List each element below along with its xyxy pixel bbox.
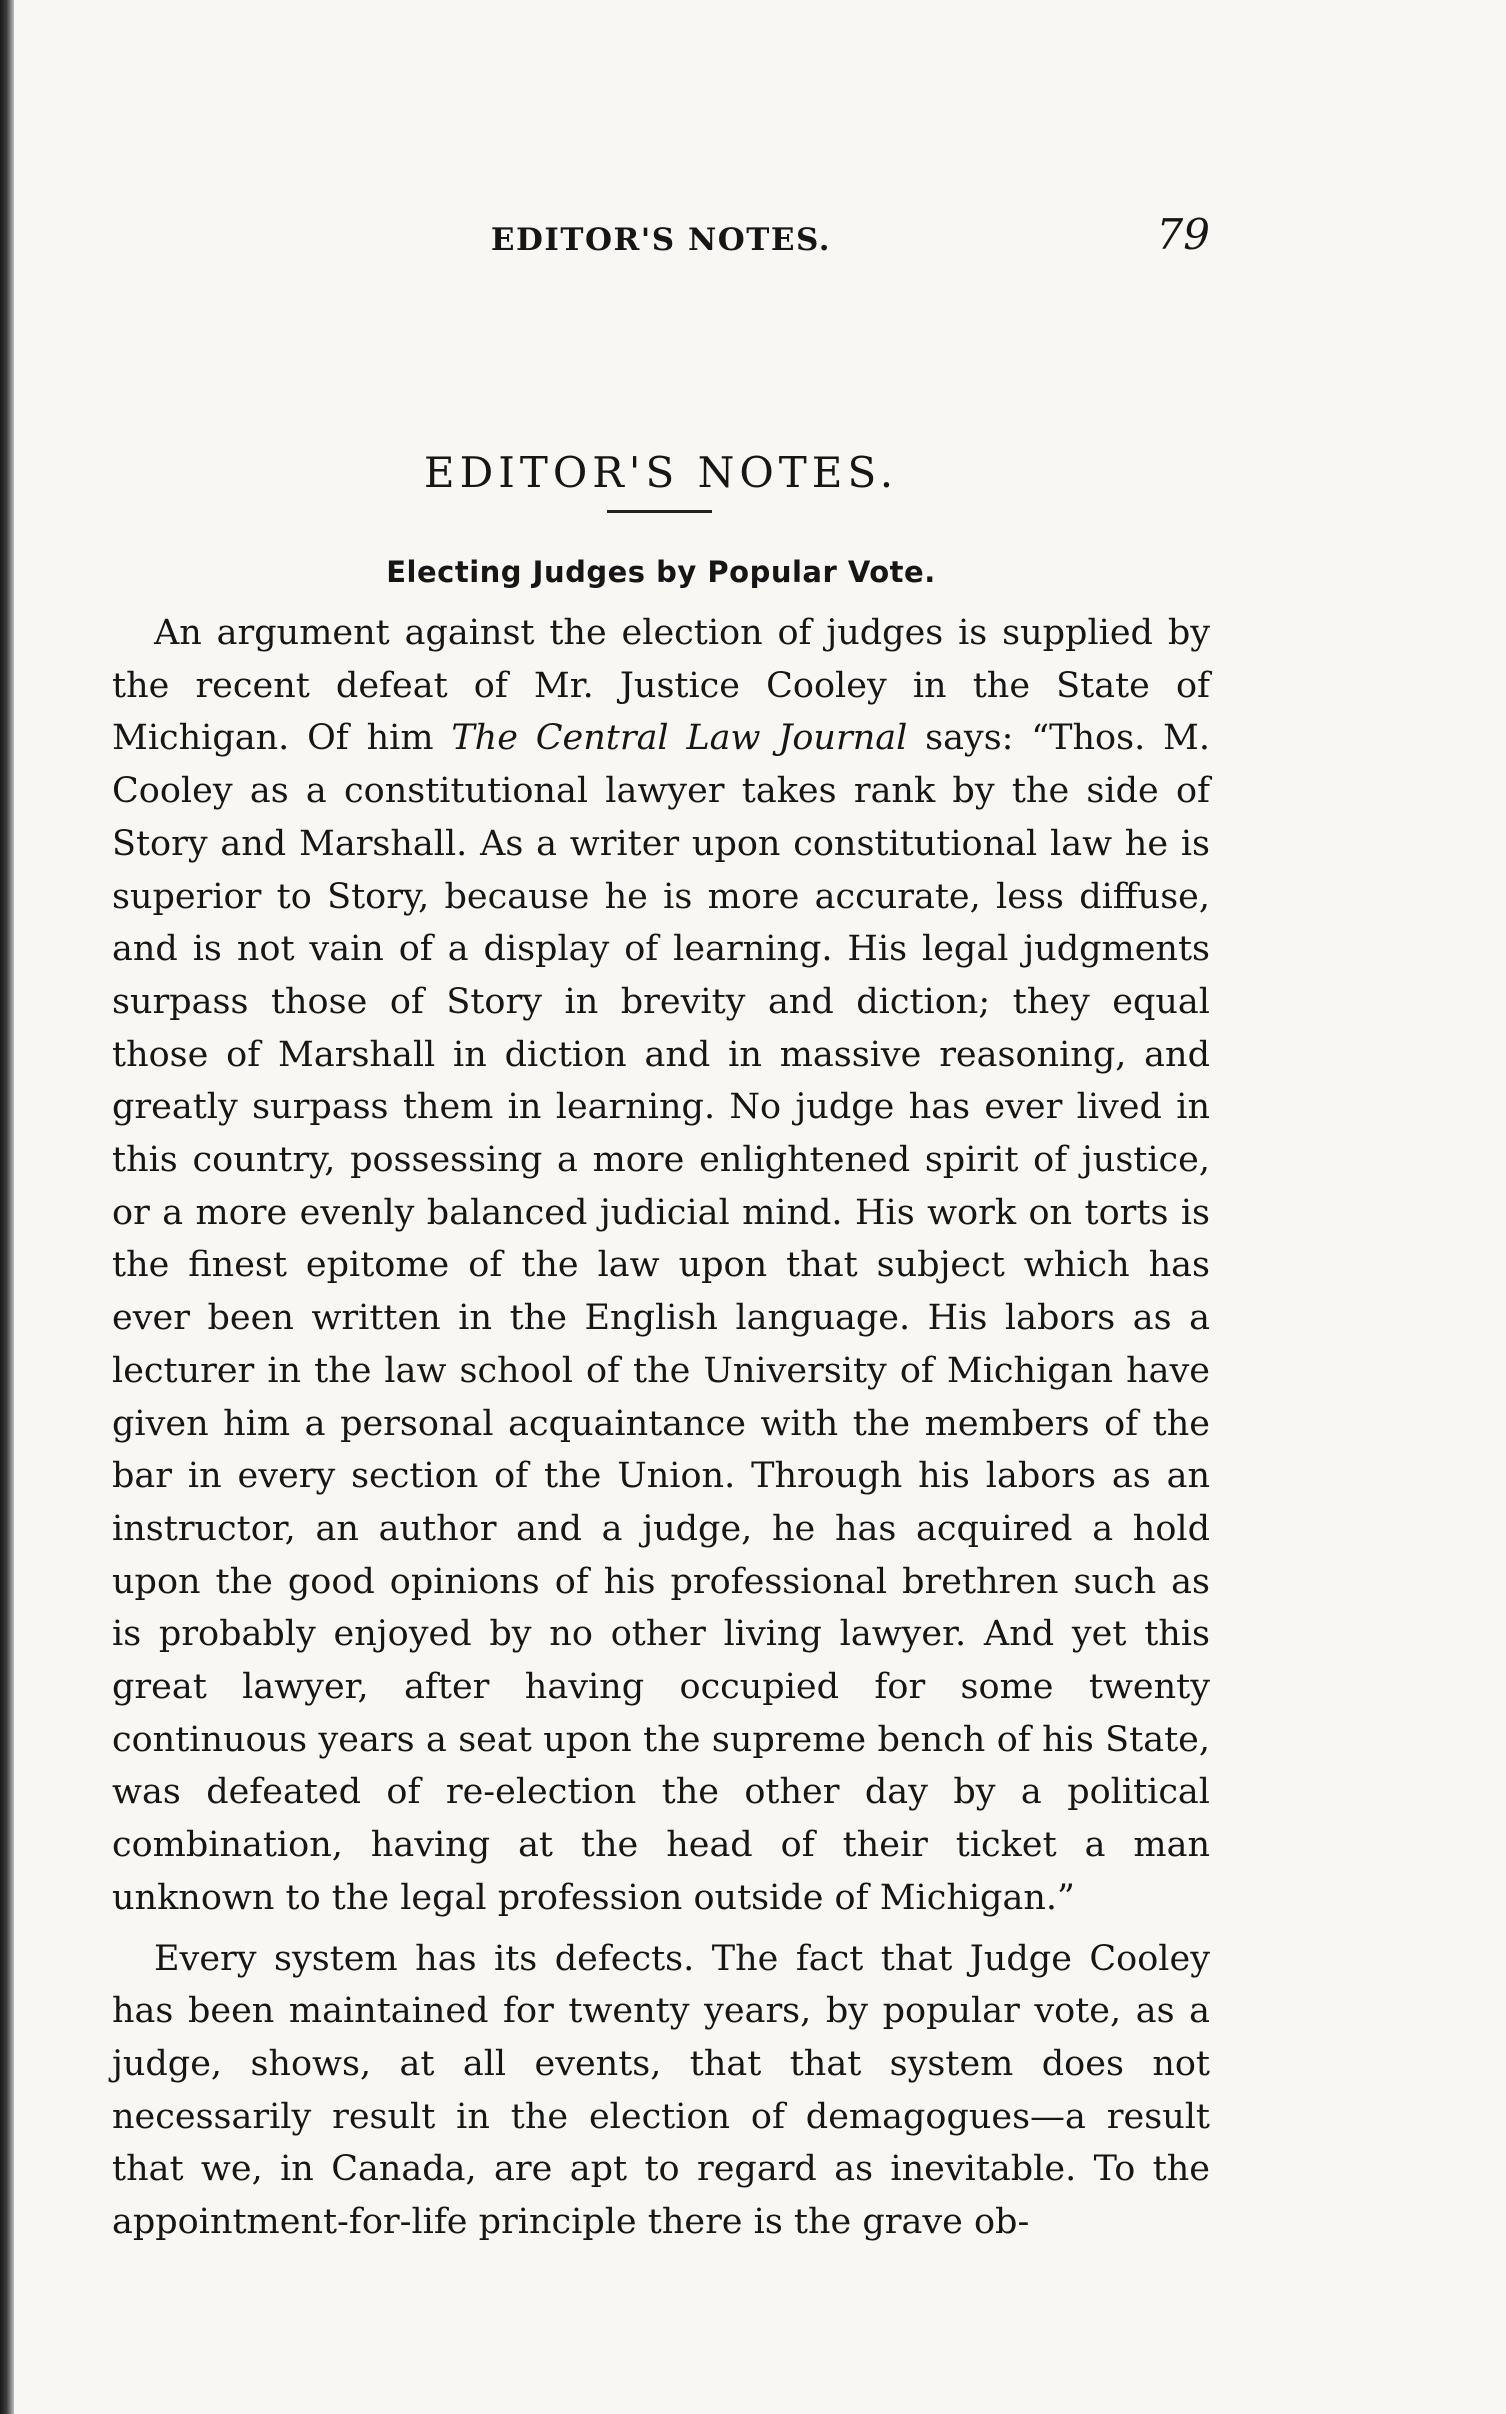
- paragraph-text: An argument against the election of judges is supplied by the recent defeat of Mr. Justice Cooley in the State of Michigan. Of him: [112, 613, 1210, 759]
- running-title: EDITOR'S NOTES.: [490, 222, 832, 258]
- paragraph-text: says: “Thos. M. Cooley as a constitutional lawyer takes rank by the side of Story and Marshall. As a writer upon constitutional law he is superior to Story, because he is more accurate, less diffuse, and is not vain of a display of learning. His legal judgments surpass those of Story in brevity and diction; they equal those of Marshall in diction and in massive reasoning, and greatly surpass them in learning. No judge has ever lived in this country, possessing a more enlightened spirit of justice, or a more evenly balanced judicial mind. His work on torts is the finest epitome of the law upon that subject which has ever been written in the English language. His labors as a lecturer in the law school of the University of Michigan have given him a personal acquaintance with the members of the bar in every section of the Union. Through his labors as an instructor, an author and a judge, he has acquired a hold upon the good opinions of his professional brethren such as is probably enjoyed by no other living lawyer. And yet this great lawyer, after having occupied for some twenty continuous years a seat upon the supreme bench of his State, was defeated of re-election the other day by a political combination, having at the head of their ticket a man unknown to the legal profession outside of Michigan.”: [112, 718, 1210, 1918]
- paragraph-text: Every system has its defects. The fact that Judge Cooley has been maintained for twenty years, by popular vote, as a judge, shows, at all events, that that system does not necessarily result in the election of demagogues—a result that we, in Canada, are apt to regard as inevitable. To the appointment-for-life principle there is the grave ob-: [112, 1938, 1210, 2243]
- paragraph: [112, 607, 1210, 1925]
- page-binding-edge: [0, 0, 14, 2414]
- journal-title: The Central Law Journal: [451, 718, 908, 759]
- page-number: 79: [1156, 210, 1210, 259]
- running-head: [112, 210, 1210, 270]
- article-body: [112, 607, 1210, 2249]
- section-title: EDITOR'S NOTES.: [423, 448, 899, 498]
- article-subheading: Electing Judges by Popular Vote.: [386, 555, 936, 589]
- title-rule: [607, 510, 712, 513]
- paragraph: [112, 1933, 1210, 2249]
